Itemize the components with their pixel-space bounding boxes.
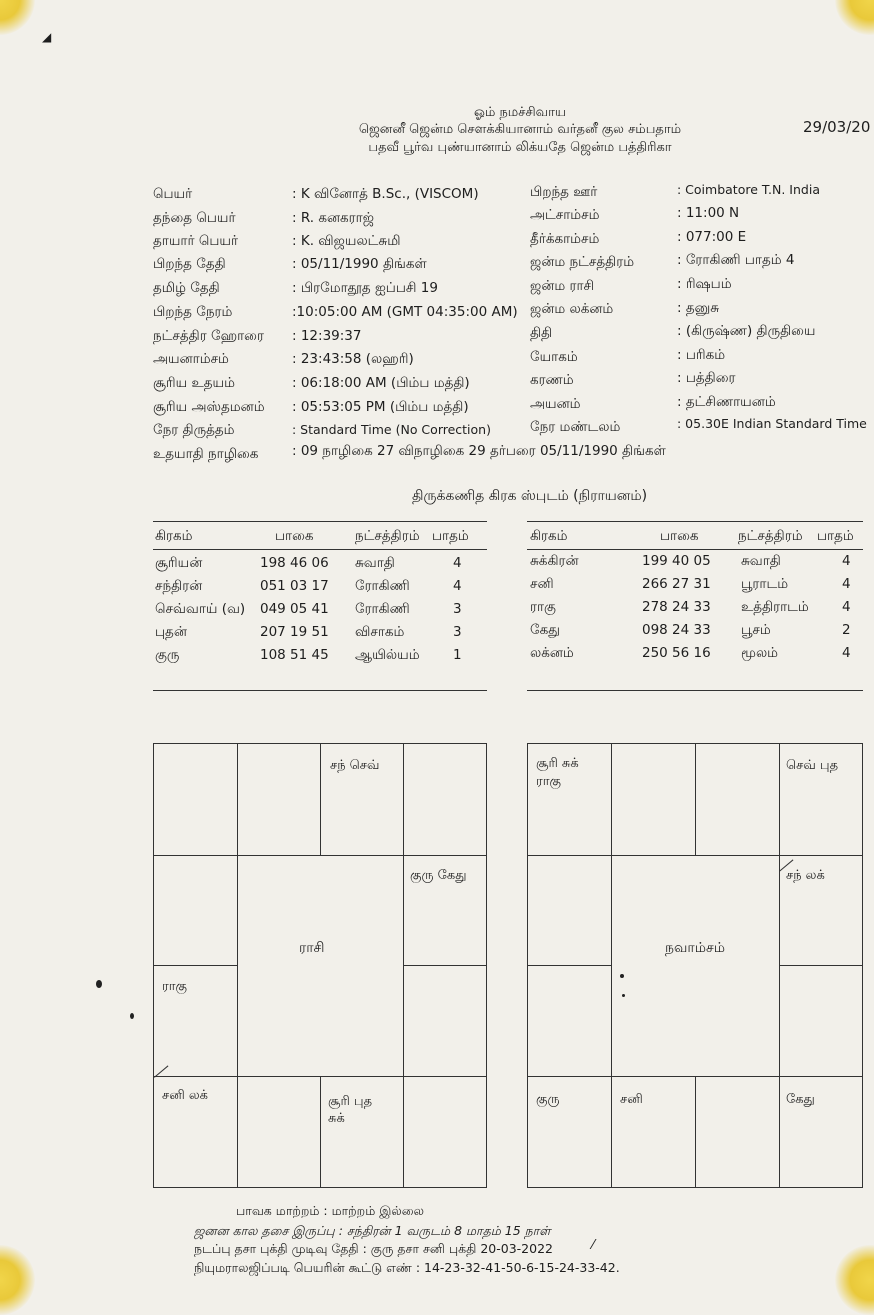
navamsa-grid-line <box>528 965 611 966</box>
value-latitude: : 11:00 N <box>677 205 740 221</box>
stain-bottom-left <box>0 1245 35 1315</box>
navamsa-house-4: செவ் புத <box>786 758 839 773</box>
label-longitude: தீர்க்காம்சம் <box>530 231 600 247</box>
label-time-zone: நேர மண்டலம் <box>530 419 621 435</box>
rasi-house-2: சந் செவ் <box>330 758 380 773</box>
header-date: 29/03/20 <box>803 118 871 136</box>
th-graham: கிரகம் <box>530 528 568 544</box>
navamsa-grid-line <box>611 744 612 1187</box>
planet-star: சுவாதி <box>355 555 395 571</box>
label-birth-time: பிறந்த நேரம் <box>153 304 233 320</box>
value-dob: : 05/11/1990 திங்கள் <box>292 256 427 272</box>
rasi-grid-line <box>154 1076 486 1077</box>
planet-star: சுவாதி <box>741 553 781 569</box>
value-father: : R. கனகராஜ் <box>292 210 374 226</box>
stain-bottom-right <box>835 1245 874 1315</box>
th-padam: பாதம் <box>817 528 854 544</box>
planet-star: ஆயில்யம் <box>355 647 420 663</box>
th-padam: பாதம் <box>432 528 469 544</box>
speck-dot <box>622 994 625 997</box>
table-title: திருக்கணித கிரக ஸ்புடம் (நிராயனம்) <box>412 488 648 504</box>
navamsa-chart <box>527 743 863 1188</box>
footer-current-dasa: நடப்பு தசா புக்தி முடிவு தேதி : குரு தசா சனி புக்தி 20-03-2022 <box>194 1241 553 1256</box>
planet-star: மூலம் <box>741 645 779 661</box>
planet-degree: 207 19 51 <box>260 624 329 640</box>
value-sunset: : 05:53:05 PM (பிம்ப மத்தி) <box>292 399 469 415</box>
stain-top-left <box>0 0 35 35</box>
rasi-chart <box>153 743 487 1188</box>
planet-degree: 278 24 33 <box>642 599 711 615</box>
navamsa-grid-line <box>779 965 862 966</box>
speck-dot <box>620 974 624 978</box>
planet-pada: 4 <box>842 576 851 592</box>
footer-numerology: நியுமராலஜிப்படி பெயரின் கூட்டு எண் : 14-23-32-41-50-6-15-24-33-42. <box>194 1260 620 1275</box>
navamsa-house-1-line1: சூரி சுக் <box>536 756 579 771</box>
value-janma-nakshatra: : ரோகிணி பாதம் 4 <box>677 252 795 268</box>
planet-pada: 3 <box>453 601 462 617</box>
value-longitude: : 077:00 E <box>677 229 747 245</box>
planet-degree: 199 40 05 <box>642 553 711 569</box>
planet-name: சூரியன் <box>155 555 203 571</box>
value-time-zone: : 05.30E Indian Standard Time <box>677 416 867 431</box>
value-sunrise: : 06:18:00 AM (பிம்ப மத்தி) <box>292 375 470 391</box>
header-line-1: ஓம் நமச்சிவாய <box>473 105 567 120</box>
table-left-top-rule <box>153 521 487 522</box>
label-dob: பிறந்த தேதி <box>153 256 226 272</box>
planet-star: விசாகம் <box>355 624 405 640</box>
planet-degree: 108 51 45 <box>260 647 329 663</box>
th-nakshatra: நட்சத்திரம் <box>355 528 420 544</box>
rasi-house-12: ராகு <box>162 979 187 994</box>
navamsa-grid-line <box>695 744 696 855</box>
navamsa-house-5: சந் லக் <box>786 868 825 883</box>
planet-star: ரோகிணி <box>355 601 410 617</box>
label-yogam: யோகம் <box>530 349 578 365</box>
navamsa-house-10: குரு <box>536 1092 560 1107</box>
planet-degree: 051 03 17 <box>260 578 329 594</box>
rasi-grid-line <box>154 965 237 966</box>
navamsa-house-9: சனி <box>620 1092 643 1107</box>
label-tamil-date: தமிழ் தேதி <box>153 280 220 296</box>
table-right-top-rule <box>527 521 863 522</box>
value-time-correction: : Standard Time (No Correction) <box>292 422 491 437</box>
value-janma-rasi: : ரிஷபம் <box>677 276 732 292</box>
th-paagai: பாகை <box>275 528 314 544</box>
table-right-bottom-rule <box>527 690 863 691</box>
value-tamil-date: : பிரமோதூத ஐப்பசி 19 <box>292 280 438 296</box>
label-birth-place: பிறந்த ஊர் <box>530 184 598 200</box>
planet-pada: 4 <box>842 553 851 569</box>
label-time-correction: நேர திருத்தம் <box>153 422 235 438</box>
label-udayathi: உதயாதி நாழிகை <box>153 446 259 462</box>
navamsa-grid-line <box>528 855 862 856</box>
planet-pada: 4 <box>842 599 851 615</box>
planet-name: சந்திரன் <box>155 578 203 594</box>
rasi-center-label: ராசி <box>299 940 325 956</box>
value-thithi: : (கிருஷ்ண) திருதியை <box>677 323 816 339</box>
label-mother: தாயார் பெயர் <box>153 233 239 249</box>
rasi-house-4: குரு கேது <box>410 868 467 883</box>
rasi-house-7-line1: சூரி புத <box>328 1094 373 1109</box>
label-sunset: சூரிய அஸ்தமனம் <box>153 399 265 415</box>
value-yogam: : பரிகம் <box>677 347 726 363</box>
planet-name: கேது <box>530 622 560 638</box>
planet-degree: 250 56 16 <box>642 645 711 661</box>
planet-degree: 049 05 41 <box>260 601 329 617</box>
rasi-grid-line <box>237 744 238 1187</box>
planet-star: பூசம் <box>741 622 771 638</box>
table-right-head-rule <box>527 549 863 550</box>
planet-name: குரு <box>155 647 180 663</box>
label-janma-rasi: ஜன்ம ராசி <box>530 278 595 294</box>
value-karanam: : பத்திரை <box>677 370 736 386</box>
label-sunrise: சூரிய உதயம் <box>153 375 235 391</box>
value-ayanamsa: : 23:43:58 (லஹரி) <box>292 351 414 367</box>
footer-bhava-change: பாவக மாற்றம் : மாற்றம் இல்லை <box>236 1203 424 1218</box>
planet-degree: 266 27 31 <box>642 576 711 592</box>
label-father: தந்தை பெயர் <box>153 210 236 226</box>
table-left-bottom-rule <box>153 690 487 691</box>
planet-name: புதன் <box>155 624 187 640</box>
planet-degree: 098 24 33 <box>642 622 711 638</box>
th-paagai: பாகை <box>660 528 699 544</box>
planet-pada: 4 <box>453 578 462 594</box>
planet-pada: 3 <box>453 624 462 640</box>
margin-mark <box>130 1013 134 1019</box>
th-nakshatra: நட்சத்திரம் <box>738 528 803 544</box>
planet-name: செவ்வாய் (வ) <box>155 601 246 617</box>
planet-star: உத்திராடம் <box>741 599 809 615</box>
value-ayanam: : தட்சிணாயனம் <box>677 394 776 410</box>
planet-star: ரோகிணி <box>355 578 410 594</box>
value-birth-place: : Coimbatore T.N. India <box>677 182 820 197</box>
value-udayathi: : 09 நாழிகை 27 விநாழிகை 29 தர்பரை 05/11/1990 திங்கள் <box>292 443 666 459</box>
navamsa-house-1-line2: ராகு <box>536 774 561 789</box>
value-name: : K வினோத் B.Sc., (VISCOM) <box>292 186 479 202</box>
rasi-grid-line <box>320 1076 321 1187</box>
value-birth-time: :10:05:00 AM (GMT 04:35:00 AM) <box>292 304 518 320</box>
label-janma-nakshatra: ஜன்ம நட்சத்திரம் <box>530 254 635 270</box>
planet-pada: 4 <box>842 645 851 661</box>
navamsa-grid-line <box>695 1076 696 1187</box>
planet-name: சுக்கிரன் <box>530 553 579 569</box>
value-mother: : K. விஜயலட்சுமி <box>292 233 401 249</box>
tick-mark-icon: ⁄ <box>592 1238 595 1253</box>
label-ayanamsa: அயனாம்சம் <box>153 351 229 367</box>
margin-mark <box>96 980 102 988</box>
planet-star: பூராடம் <box>741 576 789 592</box>
header-line-3: பதவீ பூர்வ புண்யானாம் லிக்யதே ஜென்ம பத்திரிகா <box>368 140 672 155</box>
stain-top-right <box>835 0 874 35</box>
label-janma-lagnam: ஜன்ம லக்னம் <box>530 301 614 317</box>
label-latitude: அட்சாம்சம் <box>530 207 600 223</box>
rasi-house-9: சனி லக் <box>162 1088 208 1103</box>
rasi-house-7-line2: சுக் <box>328 1111 345 1126</box>
navamsa-center-label: நவாம்சம் <box>665 940 725 956</box>
label-nakshatra-horai: நட்சத்திர ஹோரை <box>153 328 264 344</box>
label-thithi: திதி <box>530 325 553 341</box>
rasi-grid-line <box>154 855 486 856</box>
planet-pada: 1 <box>453 647 462 663</box>
value-nakshatra-horai: : 12:39:37 <box>292 328 362 344</box>
label-ayanam: அயனம் <box>530 396 581 412</box>
label-karanam: கரணம் <box>530 372 574 388</box>
rasi-grid-line <box>403 965 486 966</box>
planet-degree: 198 46 06 <box>260 555 329 571</box>
planet-pada: 4 <box>453 555 462 571</box>
rasi-grid-line <box>320 744 321 855</box>
footer-dasa-balance: ஜனன கால தசை இருப்பு : சந்திரன் 1 வருடம் 8 மாதம் 15 நாள் <box>194 1223 551 1238</box>
corner-mark-icon: ◢ <box>42 30 52 44</box>
navamsa-grid-line <box>528 1076 862 1077</box>
planet-name: ராகு <box>530 599 556 615</box>
th-graham: கிரகம் <box>155 528 193 544</box>
navamsa-house-7: கேது <box>786 1092 815 1107</box>
value-janma-lagnam: : தனுசு <box>677 300 720 316</box>
planet-pada: 2 <box>842 622 851 638</box>
header-line-2: ஜெனனீ ஜென்ம சௌக்கியானாம் வர்தனீ குல சம்பதாம் <box>358 122 682 137</box>
table-left-head-rule <box>153 549 487 550</box>
label-name: பெயர் <box>153 186 193 202</box>
planet-name: சனி <box>530 576 554 592</box>
planet-name: லக்னம் <box>530 645 574 661</box>
